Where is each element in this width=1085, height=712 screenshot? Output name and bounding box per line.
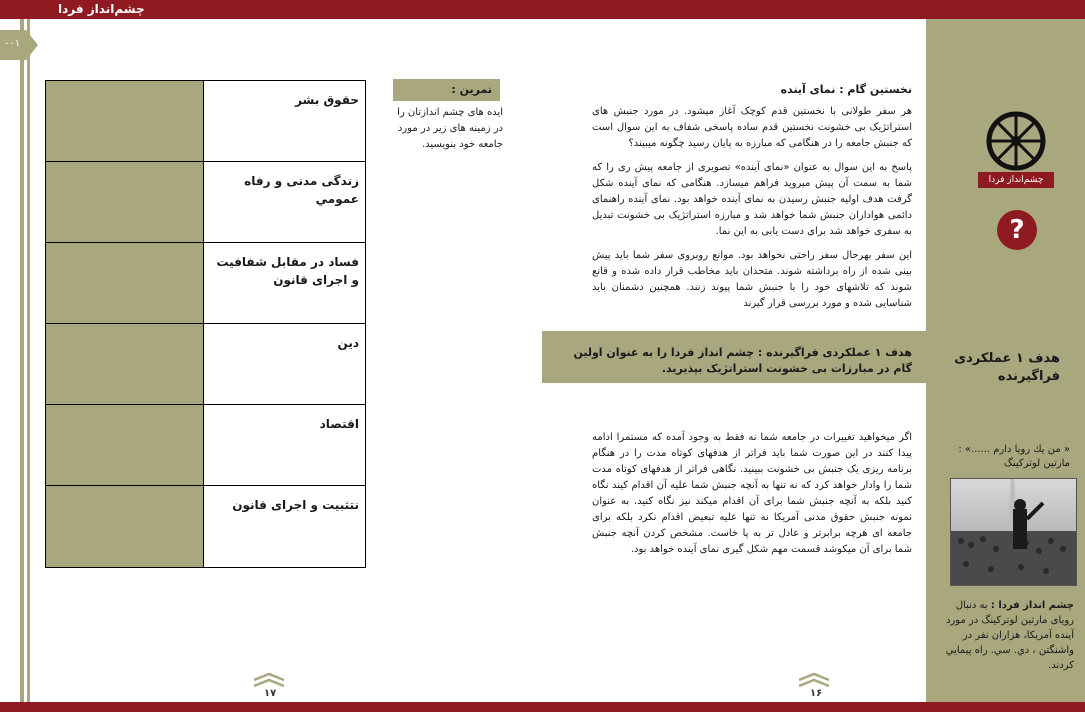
answer-cell[interactable]	[46, 405, 204, 485]
table-row	[46, 405, 365, 486]
table-row	[46, 81, 365, 162]
topic-label: زندگی مدنی و رفاه عمومي	[244, 174, 359, 206]
answer-cell[interactable]	[46, 486, 204, 567]
topic-cell	[204, 81, 365, 161]
quote-text: « من یك رویا دارم ......» : مارتین لوترکینگ	[958, 444, 1070, 469]
page-number-left: ۱۷	[264, 688, 277, 699]
exercise-heading: تمرين :	[451, 83, 492, 96]
left-stripe-outer	[20, 19, 24, 702]
caption-text: به دنبال رویای مارتین لوترکینگ در مورد آینده آمریکا، هزاران نفر در واشنگتن ، دي. سي. راه پيمايي كردند.	[945, 600, 1074, 671]
exercise-heading-box	[393, 79, 500, 101]
topic-label: حقوق بشر	[295, 93, 359, 107]
page-number-right: ۱۶	[810, 688, 823, 699]
topic-cell	[204, 486, 365, 567]
caption-bold: چشم انداز فردا :	[990, 600, 1074, 611]
topic-cell	[204, 243, 365, 323]
header-title: چشم‌انداز فردا	[58, 2, 145, 16]
photo-caption	[944, 598, 1074, 673]
topic-cell	[204, 324, 365, 404]
article-paragraph-3: این سفر بهرحال سفر راحتی نخواهد بود. موانع روبروی سفر شما باید پیش بینی شده از راه برداشته شوند. متحدان باید مخاطب قرار داده شده و قانع شوند که تلاشهای خود را با جنبش شما پیوند زنند. همچنین دشمنان باید شناسایی شده و مورد بررسی قرار گیرند	[592, 250, 912, 309]
header-bar	[0, 0, 1085, 19]
sidebar-goal-title: هدف ۱ عملکردی فراگیرنده	[954, 351, 1060, 384]
article-intro	[592, 82, 912, 320]
answer-cell[interactable]	[46, 81, 204, 161]
article-body	[592, 430, 912, 566]
answer-cell[interactable]	[46, 243, 204, 323]
question-icon: ?	[997, 210, 1037, 250]
exercise-text: ایده های چشم اندازتان را در زمینه های زیر در مورد جامعه خود بنویسید.	[397, 107, 503, 150]
footer-bar	[0, 702, 1085, 712]
goal-bar	[542, 331, 926, 383]
page-tab	[0, 30, 38, 60]
table-row	[46, 162, 365, 243]
left-stripe-inner	[27, 19, 30, 702]
answer-cell[interactable]	[46, 324, 204, 404]
page-tab-label: ۰۰۱	[4, 38, 21, 49]
vision-table	[45, 80, 366, 568]
table-row	[46, 243, 365, 324]
table-row	[46, 486, 365, 567]
topic-label: نتثبیت و اجرای قانون	[232, 498, 359, 512]
article-heading: نخستین گام : نمای آینده	[780, 83, 912, 96]
logo-label: چشم‌انداز فردا	[978, 172, 1054, 188]
table-row	[46, 324, 365, 405]
wheel-logo-icon	[985, 110, 1047, 172]
answer-cell[interactable]	[46, 162, 204, 242]
topic-cell	[204, 405, 365, 485]
topic-cell	[204, 162, 365, 242]
topic-label: دین	[337, 336, 359, 350]
topic-label: اقتصاد	[319, 417, 359, 431]
article-paragraph-2: پاسخ به این سوال به عنوان «نمای آینده» تصویری از جامعه پیش ری را که شما به سمت آن پیش میروید فراهم میسازد. هنگامی که نمای آینده شکل گرفت هدف اولیه جنبش رسیدن به نمای آینده خواهد بود. نمای آینده راهنمای دائمی هواداران جنبش شما خواهد شد و مبارزه استراتژیک بی خشونت تبدیل به سفری خواهد شد برای دست یابی به این نما.	[592, 162, 912, 237]
crowd-photo	[950, 478, 1077, 586]
goal-bar-text: هدف ۱ عملکردی فراگیرنده : چشم انداز فردا را به عنوان اولین گام در مبارزات بی خشونت استراتژیک بپذیرید.	[573, 346, 912, 375]
topic-label: فساد در مقابل شفافیت و اجرای قانون	[216, 255, 359, 287]
article-paragraph-1: هر سفر طولانی با نخستین قدم کوچک آغاز میشود. در مورد جنبش های استراتژیک بی خشونت نخستین قدم ساده پاسخی شفاف به این سوال است که جنبش جامعه را در هنگامی که مبارزه به پایان رسید چگونه میبیند؟	[592, 106, 912, 149]
article-paragraph-4: اگر میخواهید تغییرات در جامعه شما نه فقط به وجود آمده که مستمرا ادامه پیدا کنند در این صورت شما باید فراتر از هدفهای کوتاه مدت را در هنگام برنامه ریزی یک جنبش بی خشونت ببینید. نگاهی فراتر از هدفهای کوتاه مدت شما را وادار خواهد کرد که نه تنها به آنچه جنبش شما علیه آن اقدام کیند نگاه کنید بلکه به آنچه جنبش شما برای آن اقدام میکند نیز نگاه کنید. به عنوان نمونه جنبش حقوق مدنی آمریکا نه تنها علیه تبعیض اقدام نکرد بلکه برای جامعه ای هرچه برابرتر و عادل تر به پا خاست. مشخص کردن آنچه جنبش شما برای آن میکوشد قسمت مهم شکل گیری نمای آینده خواهد بود.	[592, 432, 912, 555]
